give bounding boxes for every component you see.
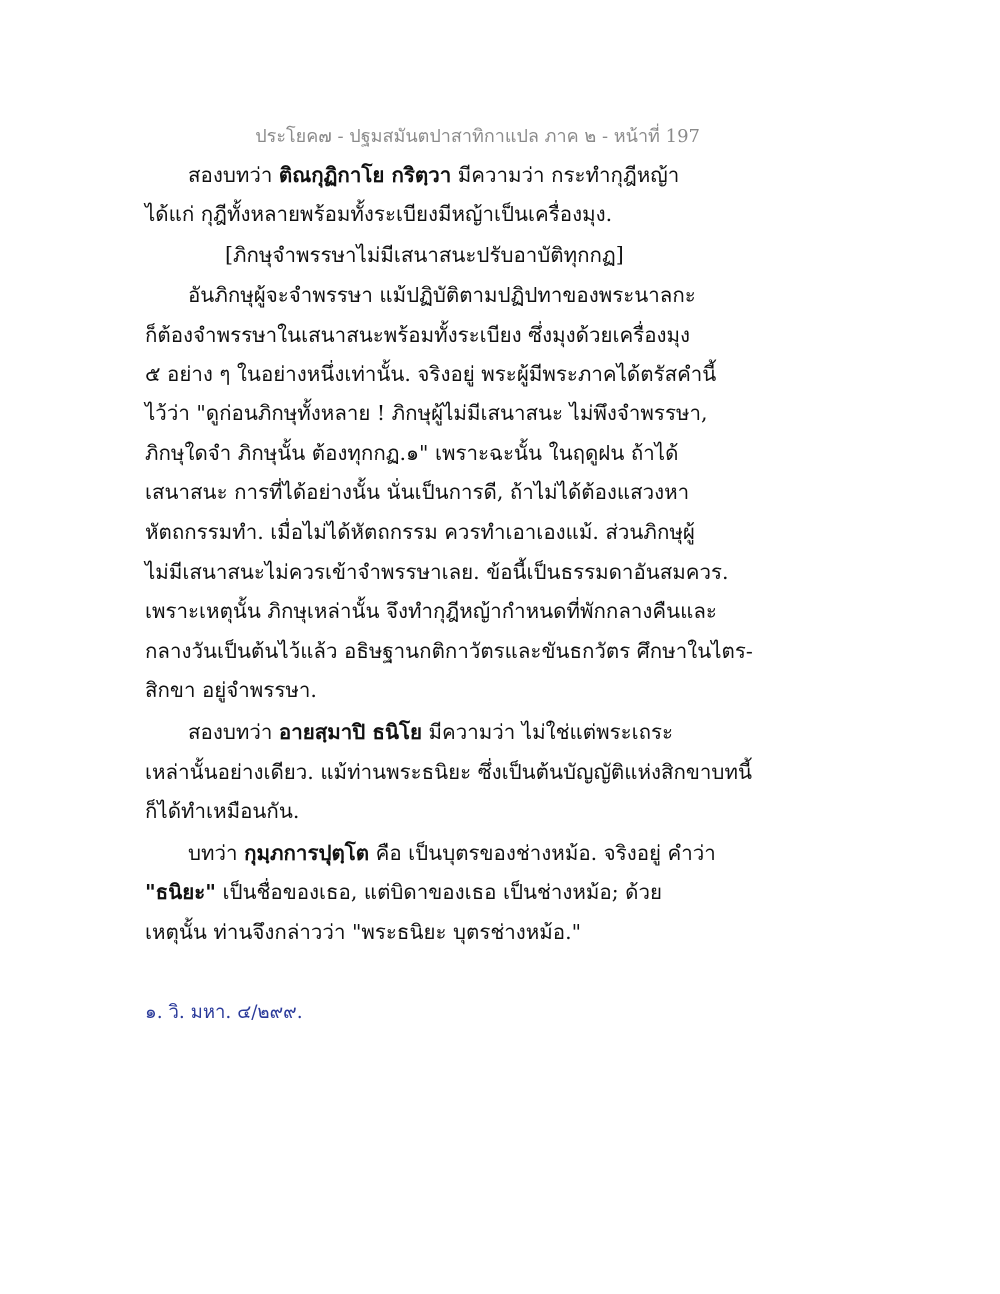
pali-term: อายสฺมาปิ ธนิโย (278, 720, 422, 744)
paragraph-3-line-3: ก็ได้ทำเหมือนกัน. (145, 799, 300, 823)
paragraph-3-line-1 (188, 717, 673, 747)
pali-term: ติณกุฏิกาโย กริตฺวา (278, 163, 452, 187)
paragraph-2-line-8: ไม่มีเสนาสนะไม่ควรเข้าจำพรรษาเลย. ข้อนี้เป็นธรรมดาอันสมควร. (145, 560, 729, 584)
paragraph-2-line-9: เพราะเหตุนั้น ภิกษุเหล่านั้น จึงทำกุฎีหญ้ากำหนดที่พักกลางคืนและ (145, 599, 717, 623)
footnote: ๑. วิ. มหา. ๔/๒๙๙. (145, 1002, 303, 1023)
text-span: สองบทว่า (188, 163, 279, 187)
page-header: ประโยค๗ - ปฐมสมันตปาสาทิกาแปล ภาค ๒ - หน้าที่ 197 (255, 126, 700, 147)
text-span: มีความว่า กระทำกุฎีหญ้า (451, 163, 680, 187)
paragraph-4-line-1 (188, 838, 716, 868)
pali-term: กุมฺภการปุตฺโต (244, 841, 370, 865)
paragraph-2-line-5: ภิกษุใดจำ ภิกษุนั้น ต้องทุกกฏ.๑" เพราะฉะนั้น ในฤดูฝน ถ้าได้ (145, 441, 679, 465)
paragraph-4-line-3: เหตุนั้น ท่านจึงกล่าวว่า "พระธนิยะ บุตรช่างหม้อ." (145, 920, 582, 944)
paragraph-2-line-6: เสนาสนะ การที่ได้อย่างนั้น นั่นเป็นการดี, ถ้าไม่ได้ต้องแสวงหา (145, 480, 690, 504)
name-term: "ธนิยะ" (145, 880, 216, 904)
text-span: เป็นชื่อของเธอ, แต่บิดาของเธอ เป็นช่างหม้อ; ด้วย (215, 880, 663, 904)
paragraph-4-line-2 (145, 877, 662, 907)
paragraph-2-line-10: กลางวันเป็นต้นไว้แล้ว อธิษฐานกติกาวัตรและขันธกวัตร ศึกษาในไตร- (145, 639, 753, 663)
paragraph-2-line-2: ก็ต้องจำพรรษาในเสนาสนะพร้อมทั้งระเบียง ซึ่งมุงด้วยเครื่องมุง (145, 323, 691, 347)
text-span: มีความว่า ไม่ใช่แต่พระเถระ (421, 720, 674, 744)
paragraph-2-line-7: หัตถกรรมทำ. เมื่อไม่ได้หัตถกรรม ควรทำเอาเองแม้. ส่วนภิกษุผู้ (145, 520, 695, 544)
paragraph-2-line-1: อันภิกษุผู้จะจำพรรษา แม้ปฏิบัติตามปฏิปทาของพระนาลกะ (188, 283, 696, 307)
text-span: สองบทว่า (188, 720, 279, 744)
paragraph-2-line-11: สิกขา อยู่จำพรรษา. (145, 678, 317, 702)
section-heading: [ภิกษุจำพรรษาไม่มีเสนาสนะปรับอาบัติทุกกฏ] (225, 243, 624, 267)
text-span: บทว่า (188, 841, 245, 865)
paragraph-2-line-4: ไว้ว่า "ดูก่อนภิกษุทั้งหลาย ! ภิกษุผู้ไม่มีเสนาสนะ ไม่พึงจำพรรษา, (145, 401, 708, 425)
text-span: คือ เป็นบุตรของช่างหม้อ. จริงอยู่ คำว่า (369, 841, 716, 865)
paragraph-1-line-1 (188, 160, 679, 190)
paragraph-2-line-3: ๕ อย่าง ๆ ในอย่างหนึ่งเท่านั้น. จริงอยู่ พระผู้มีพระภาคได้ตรัสคำนี้ (145, 362, 717, 386)
paragraph-3-line-2: เหล่านั้นอย่างเดียว. แม้ท่านพระธนิยะ ซึ่งเป็นต้นบัญญัติแห่งสิกขาบทนี้ (145, 760, 752, 784)
paragraph-1-line-2: ได้แก่ กุฎีทั้งหลายพร้อมทั้งระเบียงมีหญ้าเป็นเครื่องมุง. (145, 202, 613, 226)
